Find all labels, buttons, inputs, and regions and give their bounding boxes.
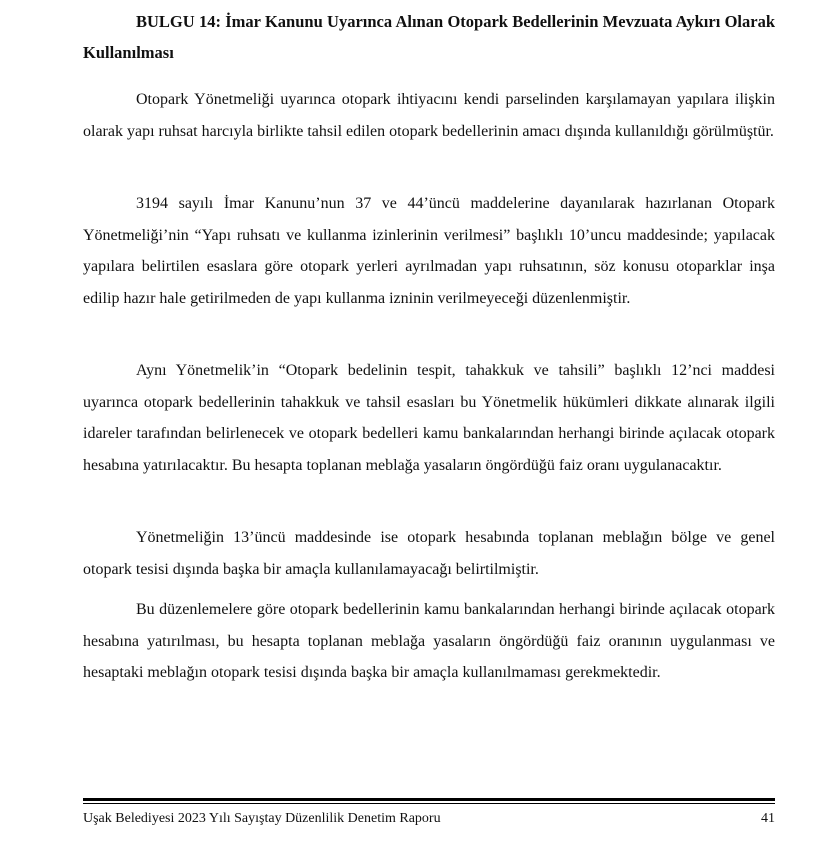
body-paragraph-2: 3194 sayılı İmar Kanunu’nun 37 ve 44’üncü maddelerine dayanılarak hazırlanan Otopark Yönetmeliği’nin “Yapı ruhsatı ve kullanma izinlerinin verilmesi” başlıklı 10’uncu maddesinde; yapılacak yapılara belirtilen esaslara göre otopark yerleri ayrılmadan yapı ruhsatının, söz konusu otoparklar inşa edilip hazır hale getirilmeden de yapı kullanma izninin verilmeyeceği düzenlenmiştir. [83, 195, 775, 307]
body-paragraph-4: Yönetmeliğin 13’üncü maddesinde ise otopark hesabında toplanan meblağın bölge ve genel otopark tesisi dışında başka bir amaçla kullanılamayacağı belirtilmiştir. [83, 529, 775, 578]
finding-heading: BULGU 14: İmar Kanunu Uyarınca Alınan Otopark Bedellerinin Mevzuata Aykırı Olarak Kullanılması [83, 12, 775, 62]
body-paragraph-3: Aynı Yönetmelik’in “Otopark bedelinin tespit, tahakkuk ve tahsili” başlıklı 12’nci maddesi uyarınca otopark bedellerinin tahakkuk ve tahsil esasları bu Yönetmelik hükümleri dikkate alınarak ilgili idareler tarafından belirlenecek ve otopark bedelleri kamu bankalarından herhangi birinde açılacak otopark hesabına yatırılacaktır. Bu hesapta toplanan meblağa yasaların öngördüğü faiz oranı uygulanacaktır. [83, 362, 775, 474]
body-paragraph-1: Otopark Yönetmeliği uyarınca otopark ihtiyacını kendi parselinden karşılamayan yapılara ilişkin olarak yapı ruhsat harcıyla birlikte tahsil edilen otopark bedellerinin amacı dışında kullanıldığı görülmüştür. [83, 91, 775, 140]
footer-page-number: 41 [761, 811, 775, 826]
footer-divider-thick [83, 798, 775, 801]
footer-report-title: Uşak Belediyesi 2023 Yılı Sayıştay Düzenlilik Denetim Raporu [83, 811, 441, 826]
body-paragraph-5: Bu düzenlemelere göre otopark bedellerinin kamu bankalarından herhangi birinde açılacak otopark hesabına yatırılması, bu hesapta toplanan meblağa yasaların öngördüğü faiz oranının uygulanması ve hesaptaki meblağın otopark tesisi dışında başka bir amaçla kullanılmaması gerekmektedir. [83, 601, 775, 681]
footer-divider-thin [83, 803, 775, 804]
